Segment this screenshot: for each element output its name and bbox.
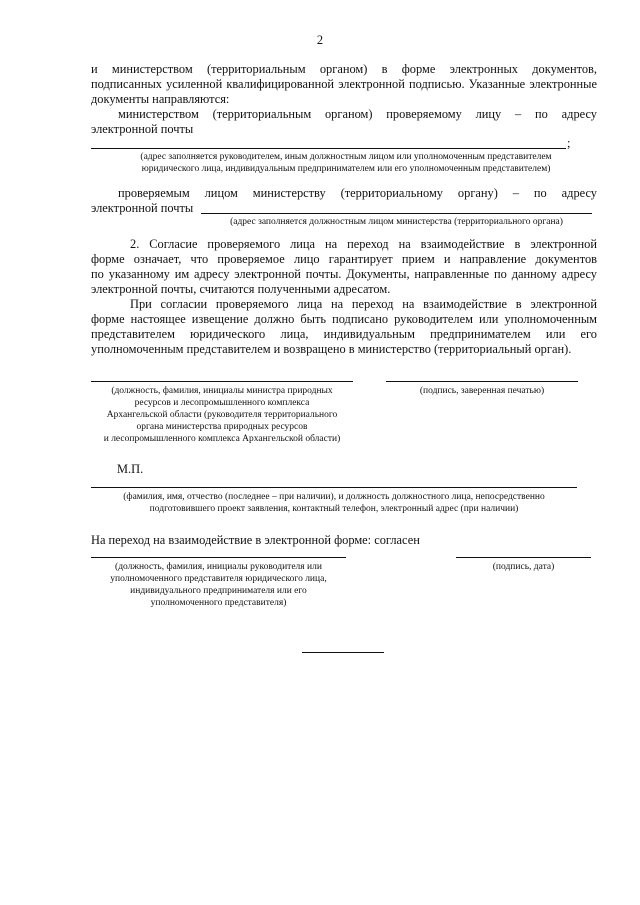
email-address-line-2[interactable]: [201, 213, 592, 214]
signature-requirement-paragraph: [91, 297, 597, 357]
text-line: по указанному им адресу электронной почты. Документы, направленные по данному адресу: [91, 267, 597, 281]
email-address-line[interactable]: [91, 148, 566, 149]
page-number: 2: [316, 33, 324, 47]
person-email-paragraph: [91, 186, 597, 216]
caption-line: Архангельской области (руководителя территориального: [106, 410, 338, 420]
caption-line: (фамилия, имя, отчество (последнее – при наличии), и должность должностного лица, непосредственно: [123, 492, 545, 502]
representative-caption: [91, 561, 346, 609]
minister-caption: [84, 385, 360, 445]
consent-explanation-paragraph: [91, 237, 597, 297]
text-line: электронной почты, считаются полученными адресатом.: [91, 282, 391, 296]
caption-line: подготовившего проект заявления, контактный телефон, электронный адрес (при наличии): [149, 504, 519, 514]
caption-line: уполномоченного представителя): [150, 598, 287, 608]
official-details-line[interactable]: [91, 487, 577, 488]
seal-signature-line[interactable]: [386, 381, 578, 382]
text-line: представителем юридического лица, индивидуальным предпринимателем или его: [91, 327, 597, 341]
text-line: форме настоящее извещение должно быть подписано руководителем или уполномоченным: [91, 312, 597, 326]
semicolon: ;: [567, 136, 571, 150]
text-line: проверяемым лицом министерству (территориальному органу) – по адресу: [118, 186, 597, 200]
text-line: министерством (территориальным органом) проверяемому лицу – по адресу: [118, 107, 597, 121]
consent-statement: На переход на взаимодействие в электронной форме: согласен: [91, 533, 420, 547]
signature-date-caption: (подпись, дата): [492, 562, 555, 572]
text-line: электронной почты: [91, 201, 194, 215]
text-line: При согласии проверяемого лица на переход на взаимодействие в электронной: [130, 297, 597, 311]
text-line: подписанных усиленной квалифицированной электронной подписью. Указанные электронные: [91, 77, 597, 91]
caption-line: и лесопромышленного комплекса Архангельской области): [103, 434, 341, 444]
text-line: документы направляются:: [91, 92, 230, 106]
caption-line: индивидуального предпринимателя или его: [130, 586, 307, 596]
caption-line: (адрес заполняется руководителем, иным должностным лицом или уполномоченным представителем: [140, 152, 552, 162]
caption-line: ресурсов и лесопромышленного комплекса: [134, 398, 310, 408]
text-line: форме означает, что проверяемое лицо гарантирует прием и направление документов: [91, 252, 597, 266]
email-caption-1: [91, 151, 601, 175]
text-line: электронной почты: [91, 122, 194, 136]
text-line: и министерством (территориальным органом) в форме электронных документов,: [91, 62, 597, 76]
caption-line: органа министерства природных ресурсов: [136, 422, 308, 432]
end-of-document-rule: [302, 652, 384, 653]
caption-line: уполномоченного представителя юридического лица,: [110, 574, 327, 584]
stamp-place-label: М.П.: [117, 462, 144, 476]
minister-name-line[interactable]: [91, 381, 353, 382]
official-caption: [91, 491, 577, 515]
text-line: 2. Согласие проверяемого лица на переход на взаимодействие в электронной: [130, 237, 597, 251]
email-caption-2: (адрес заполняется должностным лицом министерства (территориального органа): [230, 217, 563, 227]
signature-date-line[interactable]: [456, 557, 591, 558]
seal-signature-caption: (подпись, заверенная печатью): [419, 386, 545, 396]
intro-paragraph: [91, 62, 597, 107]
caption-line: юридического лица, индивидуальным предпринимателем или его уполномоченным представителем): [141, 164, 551, 174]
text-line: уполномоченным представителем и возвращено в министерство (территориальный орган).: [91, 342, 572, 356]
representative-name-line[interactable]: [91, 557, 346, 558]
caption-line: (должность, фамилия, инициалы руководителя или: [115, 562, 322, 572]
ministry-email-paragraph: [91, 107, 597, 137]
caption-line: (должность, фамилия, инициалы министра природных: [111, 386, 333, 396]
